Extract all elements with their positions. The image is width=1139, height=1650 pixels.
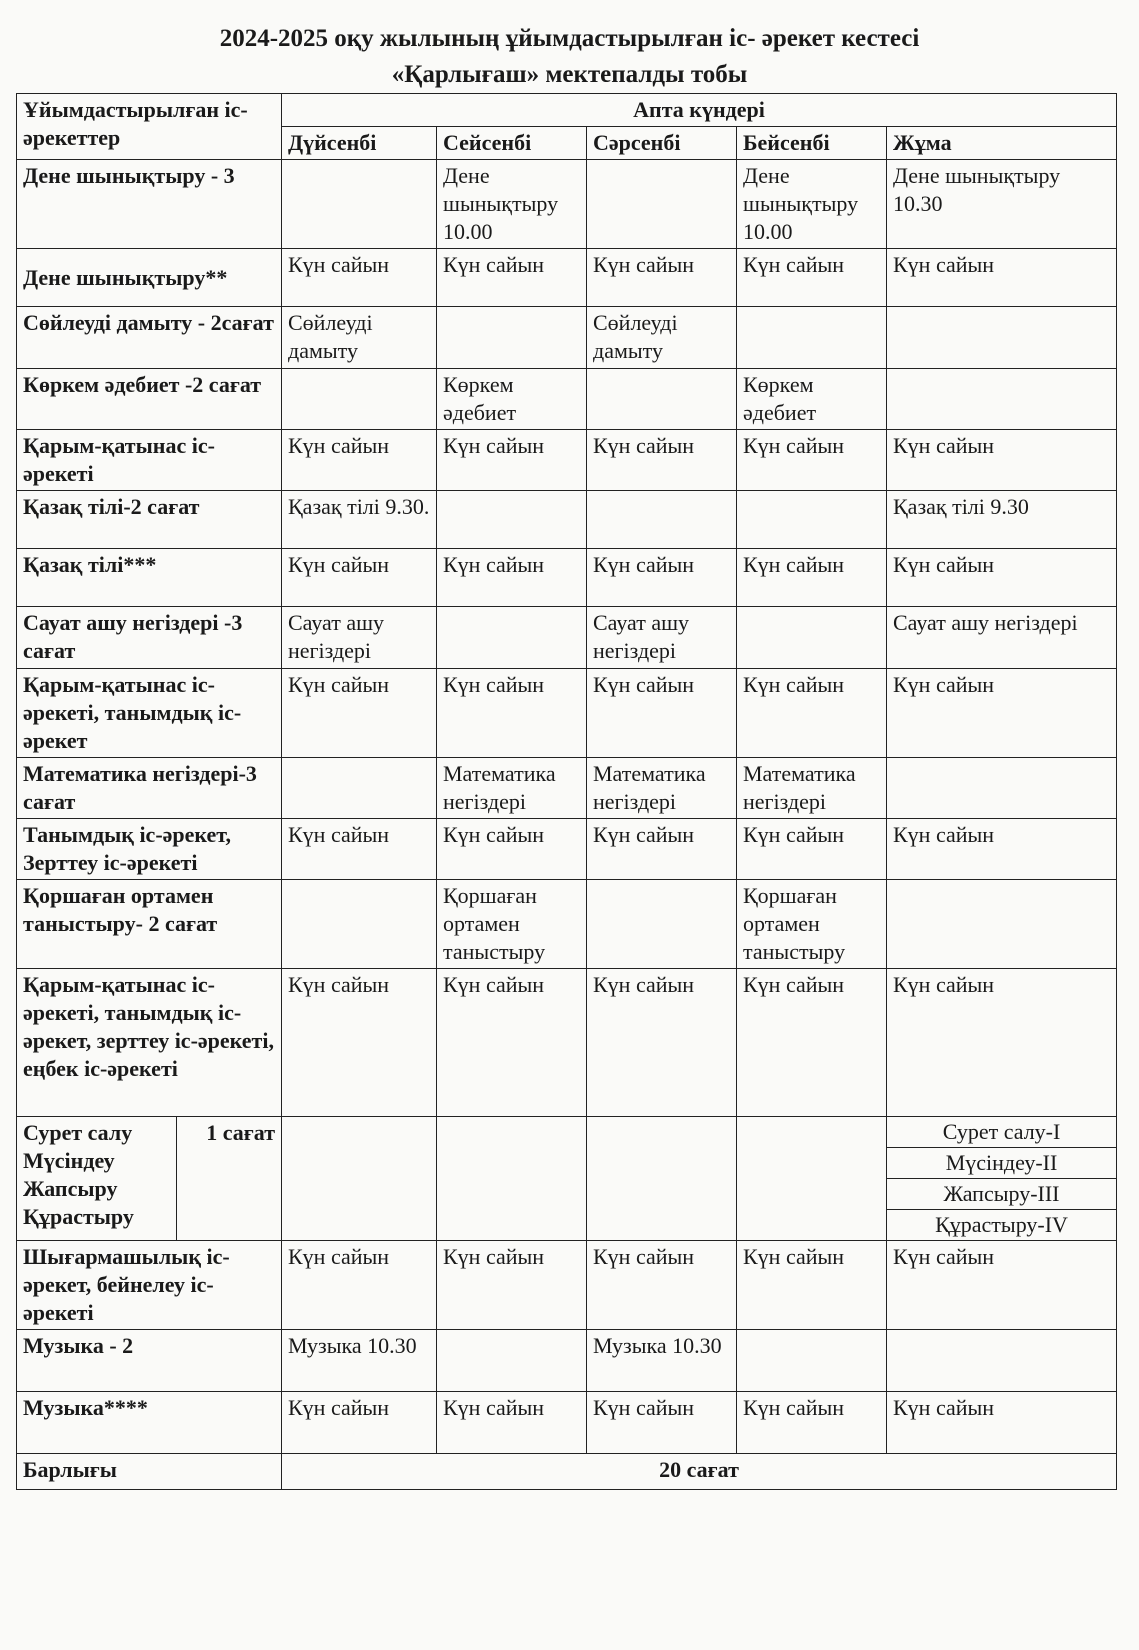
activity-label: Шығармашылық іс-әрекет, бейнелеу іс-әрекеті xyxy=(17,1241,282,1330)
schedule-cell: Сауат ашу негіздері xyxy=(587,607,737,669)
schedule-cell: Күн сайын xyxy=(737,1392,887,1454)
table-row xyxy=(17,430,1117,491)
table-row xyxy=(17,758,1117,819)
schedule-cell xyxy=(887,369,1117,430)
schedule-cell xyxy=(887,880,1117,969)
schedule-cell: Күн сайын xyxy=(587,430,737,491)
schedule-cell xyxy=(737,1330,887,1392)
activity-label: Дене шынықтыру** xyxy=(17,249,282,307)
schedule-cell: Күн сайын xyxy=(737,549,887,607)
table-row xyxy=(17,1392,1117,1454)
day-header-mon: Дүйсенбі xyxy=(282,127,437,160)
schedule-cell: Күн сайын xyxy=(587,549,737,607)
schedule-table xyxy=(16,93,1117,1490)
schedule-cell: Күн сайын xyxy=(887,549,1117,607)
schedule-cell xyxy=(587,880,737,969)
document-title: 2024-2025 оқу жылының ұйымдастырылған іс- әрекет кестесі xyxy=(219,25,920,52)
schedule-cell: Күн сайын xyxy=(282,1241,437,1330)
schedule-cell: Көркем әдебиет xyxy=(737,369,887,430)
table-row xyxy=(17,607,1117,669)
schedule-cell: Күн сайын xyxy=(437,1241,587,1330)
schedule-cell: Күн сайын xyxy=(282,430,437,491)
schedule-cell: Күн сайын xyxy=(437,969,587,1117)
schedule-cell: Күн сайын xyxy=(737,969,887,1117)
art-activities-label: Сурет салу Мүсіндеу Жапсыру Құрастыру xyxy=(17,1117,177,1241)
activity-label: Қазақ тілі*** xyxy=(17,549,282,607)
schedule-cell: Сөйлеуді дамыту xyxy=(282,307,437,369)
art-subject-applique: Жапсыру-III xyxy=(887,1178,1116,1209)
schedule-cell xyxy=(887,307,1117,369)
schedule-cell: Күн сайын xyxy=(737,249,887,307)
day-header-thu: Бейсенбі xyxy=(737,127,887,160)
activity-label: Қоршаған ортамен таныстыру- 2 сағат xyxy=(17,880,282,969)
schedule-cell xyxy=(282,369,437,430)
schedule-cell xyxy=(282,1117,437,1241)
table-row xyxy=(17,1330,1117,1392)
schedule-cell xyxy=(587,369,737,430)
activity-label: Сауат ашу негіздері -3 сағат xyxy=(17,607,282,669)
schedule-cell xyxy=(282,160,437,249)
schedule-cell xyxy=(437,491,587,549)
art-subject-construction: Құрастыру-IV xyxy=(887,1209,1116,1240)
activity-label: Сөйлеуді дамыту - 2сағат xyxy=(17,307,282,369)
schedule-cell: Күн сайын xyxy=(737,819,887,880)
activity-label: Музыка**** xyxy=(17,1392,282,1454)
total-value: 20 сағат xyxy=(282,1454,1117,1490)
total-label: Барлығы xyxy=(17,1454,282,1490)
table-row xyxy=(17,969,1117,1117)
schedule-cell: Қоршаған ортамен таныстыру xyxy=(737,880,887,969)
schedule-cell: Күн сайын xyxy=(437,249,587,307)
schedule-cell: Күн сайын xyxy=(887,249,1117,307)
activity-label: Дене шынықтыру - 3 xyxy=(17,160,282,249)
schedule-cell: Дене шынықтыру 10.00 xyxy=(437,160,587,249)
schedule-cell: Күн сайын xyxy=(587,819,737,880)
activity-label: Қарым-қатынас іс-әрекеті, танымдық іс-әрекет xyxy=(17,669,282,758)
schedule-cell: Күн сайын xyxy=(737,1241,887,1330)
schedule-cell: Күн сайын xyxy=(437,430,587,491)
schedule-cell xyxy=(737,1117,887,1241)
table-row xyxy=(17,880,1117,969)
table-row xyxy=(17,307,1117,369)
table-row xyxy=(17,249,1117,307)
schedule-cell: Қазақ тілі 9.30. xyxy=(282,491,437,549)
table-row xyxy=(17,1241,1117,1330)
schedule-cell xyxy=(737,607,887,669)
schedule-cell: Қоршаған ортамен таныстыру xyxy=(437,880,587,969)
schedule-cell: Математика негіздері xyxy=(587,758,737,819)
table-row xyxy=(17,819,1117,880)
schedule-cell: Математика негіздері xyxy=(737,758,887,819)
activity-label: Математика негіздері-3 сағат xyxy=(17,758,282,819)
table-row xyxy=(17,549,1117,607)
table-row xyxy=(17,491,1117,549)
schedule-cell: Күн сайын xyxy=(737,669,887,758)
schedule-cell: Сауат ашу негіздері xyxy=(887,607,1117,669)
day-header-tue: Сейсенбі xyxy=(437,127,587,160)
art-subject-drawing: Сурет салу-I xyxy=(942,1119,1061,1144)
schedule-cell: Математика негіздері xyxy=(437,758,587,819)
schedule-cell: Күн сайын xyxy=(887,819,1117,880)
schedule-cell: Музыка 10.30 xyxy=(587,1330,737,1392)
week-days-header: Апта күндері xyxy=(282,94,1117,127)
activity-label: Қарым-қатынас іс-әрекеті, танымдық іс-әрекет, зерттеу іс-әрекеті, еңбек іс-әрекеті xyxy=(17,969,282,1117)
activity-label: Қазақ тілі-2 сағат xyxy=(17,491,282,549)
schedule-cell: Күн сайын xyxy=(587,1392,737,1454)
activity-column-header: Ұйымдастырылған іс-әрекеттер xyxy=(17,94,282,160)
schedule-cell: Сауат ашу негіздері xyxy=(282,607,437,669)
schedule-cell: Сөйлеуді дамыту xyxy=(587,307,737,369)
schedule-cell: Күн сайын xyxy=(437,1392,587,1454)
activity-label: Көркем әдебиет -2 сағат xyxy=(17,369,282,430)
table-row xyxy=(17,369,1117,430)
schedule-cell: Күн сайын xyxy=(282,669,437,758)
art-friday-cell xyxy=(887,1117,1117,1241)
schedule-cell: Күн сайын xyxy=(437,549,587,607)
schedule-cell: Күн сайын xyxy=(887,1392,1117,1454)
schedule-cell: Күн сайын xyxy=(887,1241,1117,1330)
schedule-cell: Музыка 10.30 xyxy=(282,1330,437,1392)
schedule-cell xyxy=(887,1330,1117,1392)
schedule-cell: Күн сайын xyxy=(587,249,737,307)
schedule-cell xyxy=(737,491,887,549)
schedule-cell: Күн сайын xyxy=(587,669,737,758)
schedule-cell: Көркем әдебиет xyxy=(437,369,587,430)
schedule-cell: Күн сайын xyxy=(437,819,587,880)
schedule-cell: Дене шынықтыру 10.00 xyxy=(737,160,887,249)
day-header-fri: Жұма xyxy=(887,127,1117,160)
activity-label: Музыка - 2 xyxy=(17,1330,282,1392)
total-row xyxy=(17,1454,1117,1490)
schedule-cell: Дене шынықтыру 10.30 xyxy=(887,160,1117,249)
schedule-cell: Күн сайын xyxy=(437,669,587,758)
schedule-cell xyxy=(437,1117,587,1241)
schedule-cell: Күн сайын xyxy=(587,1241,737,1330)
schedule-cell: Күн сайын xyxy=(282,1392,437,1454)
schedule-cell: Күн сайын xyxy=(887,969,1117,1117)
schedule-cell: Күн сайын xyxy=(887,430,1117,491)
art-hours-label: 1 сағат xyxy=(177,1117,282,1241)
group-title: «Қарлығаш» мектепалды тобы xyxy=(391,61,748,88)
schedule-cell xyxy=(587,160,737,249)
day-header-wed: Сәрсенбі xyxy=(587,127,737,160)
schedule-cell: Күн сайын xyxy=(282,969,437,1117)
schedule-cell xyxy=(437,1330,587,1392)
schedule-cell: Күн сайын xyxy=(282,549,437,607)
schedule-cell xyxy=(282,758,437,819)
schedule-cell: Күн сайын xyxy=(887,669,1117,758)
schedule-cell xyxy=(587,1117,737,1241)
schedule-cell xyxy=(282,880,437,969)
activity-label: Танымдық іс-әрекет, Зерттеу іс-әрекеті xyxy=(17,819,282,880)
schedule-cell xyxy=(737,307,887,369)
table-row xyxy=(17,160,1117,249)
schedule-cell: Күн сайын xyxy=(737,430,887,491)
activity-label: Қарым-қатынас іс-әрекеті xyxy=(17,430,282,491)
schedule-cell: Күн сайын xyxy=(587,969,737,1117)
table-row-art xyxy=(17,1117,1117,1241)
art-subject-sculpting: Мүсіндеу-II xyxy=(887,1147,1116,1178)
schedule-cell: Қазақ тілі 9.30 xyxy=(887,491,1117,549)
schedule-cell xyxy=(437,307,587,369)
schedule-cell xyxy=(587,491,737,549)
schedule-cell xyxy=(887,758,1117,819)
table-row xyxy=(17,669,1117,758)
schedule-cell xyxy=(437,607,587,669)
schedule-cell: Күн сайын xyxy=(282,249,437,307)
schedule-cell: Күн сайын xyxy=(282,819,437,880)
